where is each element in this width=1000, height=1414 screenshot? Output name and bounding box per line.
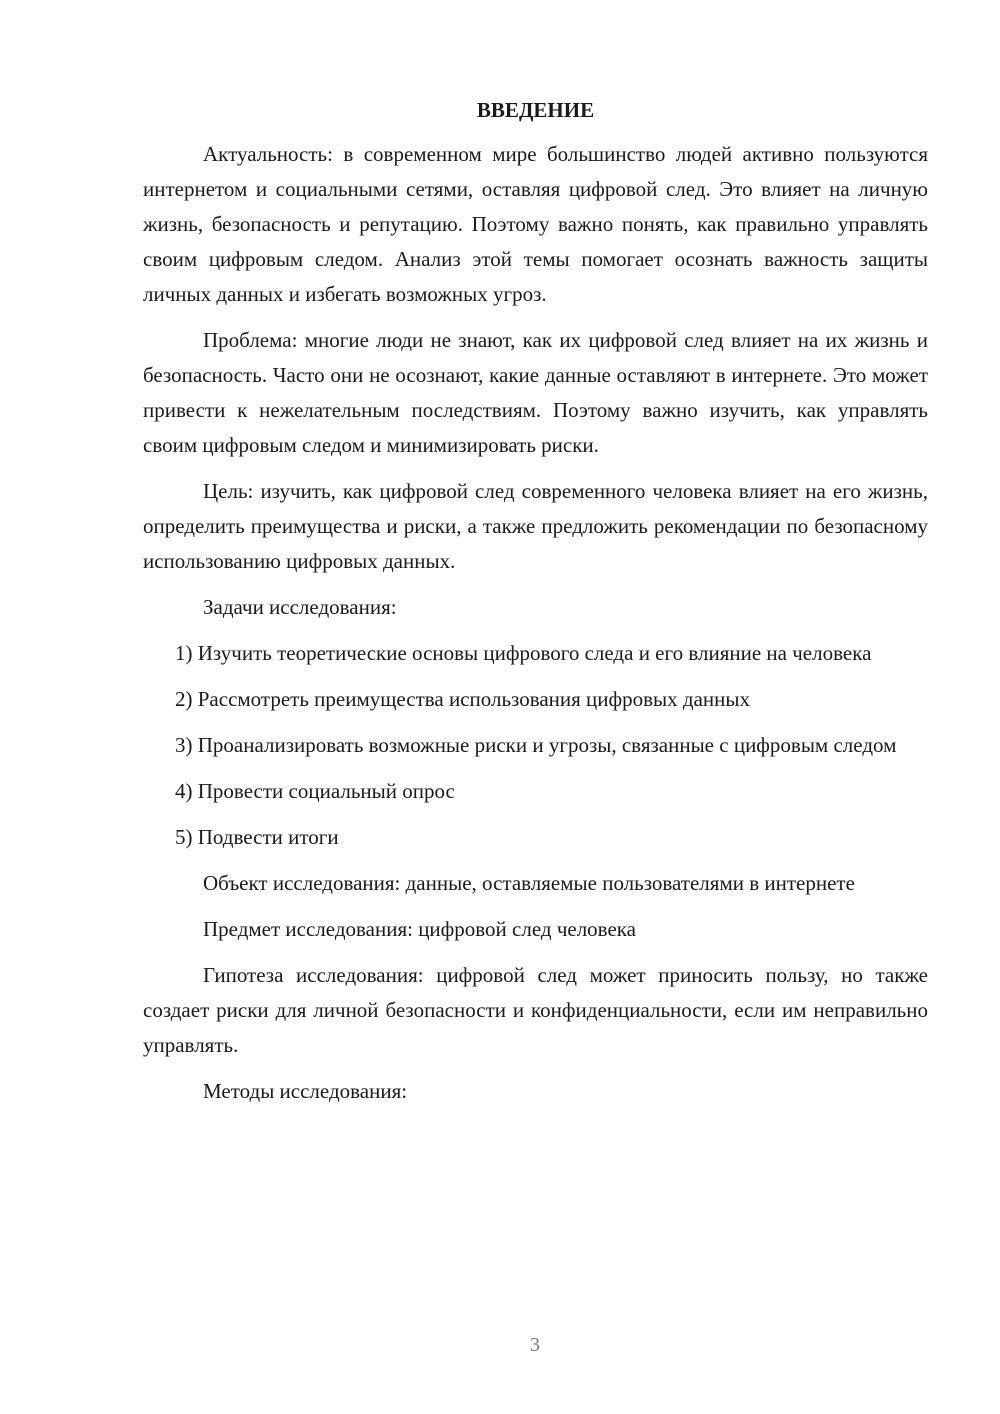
subject-paragraph: Предмет исследования: цифровой след человека: [203, 917, 637, 941]
problem-paragraph: Проблема: многие люди не знают, как их цифровой след влияет на их жизнь и безопасность. Часто они не осознают, какие данные оставляют в интернете. Это может привести к нежелательным последствиям. Поэтому важно изучить, как управлять своим цифровым следом и минимизировать риски.: [143, 328, 928, 457]
task-item: 1) Изучить теоретические основы цифрового следа и его влияние на человека: [175, 641, 872, 665]
task-item: 5) Подвести итоги: [175, 825, 339, 849]
task-item: 4) Провести социальный опрос: [175, 779, 455, 803]
page-number: 3: [530, 1334, 540, 1356]
task-item: 2) Рассмотреть преимущества использования цифровых данных: [175, 687, 751, 711]
object-paragraph: Объект исследования: данные, оставляемые пользователями в интернете: [203, 871, 855, 895]
relevance-paragraph: Актуальность: в современном мире большинство людей активно пользуются интернетом и социальными сетями, оставляя цифровой след. Это влияет на личную жизнь, безопасность и репутацию. Поэтому важно понять, как правильно управлять своим цифровым следом. Анализ этой темы помогает осознать важность защиты личных данных и избегать возможных угроз.: [143, 142, 928, 306]
page-title: ВВЕДЕНИЕ: [476, 98, 595, 122]
methods-heading: Методы исследования:: [203, 1079, 408, 1103]
goal-paragraph: Цель: изучить, как цифровой след современного человека влияет на его жизнь, определить преимущества и риски, а также предложить рекомендации по безопасному использованию цифровых данных.: [143, 479, 928, 573]
hypothesis-paragraph: Гипотеза исследования: цифровой след может приносить пользу, но также создает риски для личной безопасности и конфиденциальности, если им неправильно управлять.: [143, 963, 928, 1057]
task-item: 3) Проанализировать возможные риски и угрозы, связанные с цифровым следом: [175, 733, 897, 757]
page-content: [143, 95, 928, 1120]
tasks-heading: Задачи исследования:: [203, 595, 397, 619]
